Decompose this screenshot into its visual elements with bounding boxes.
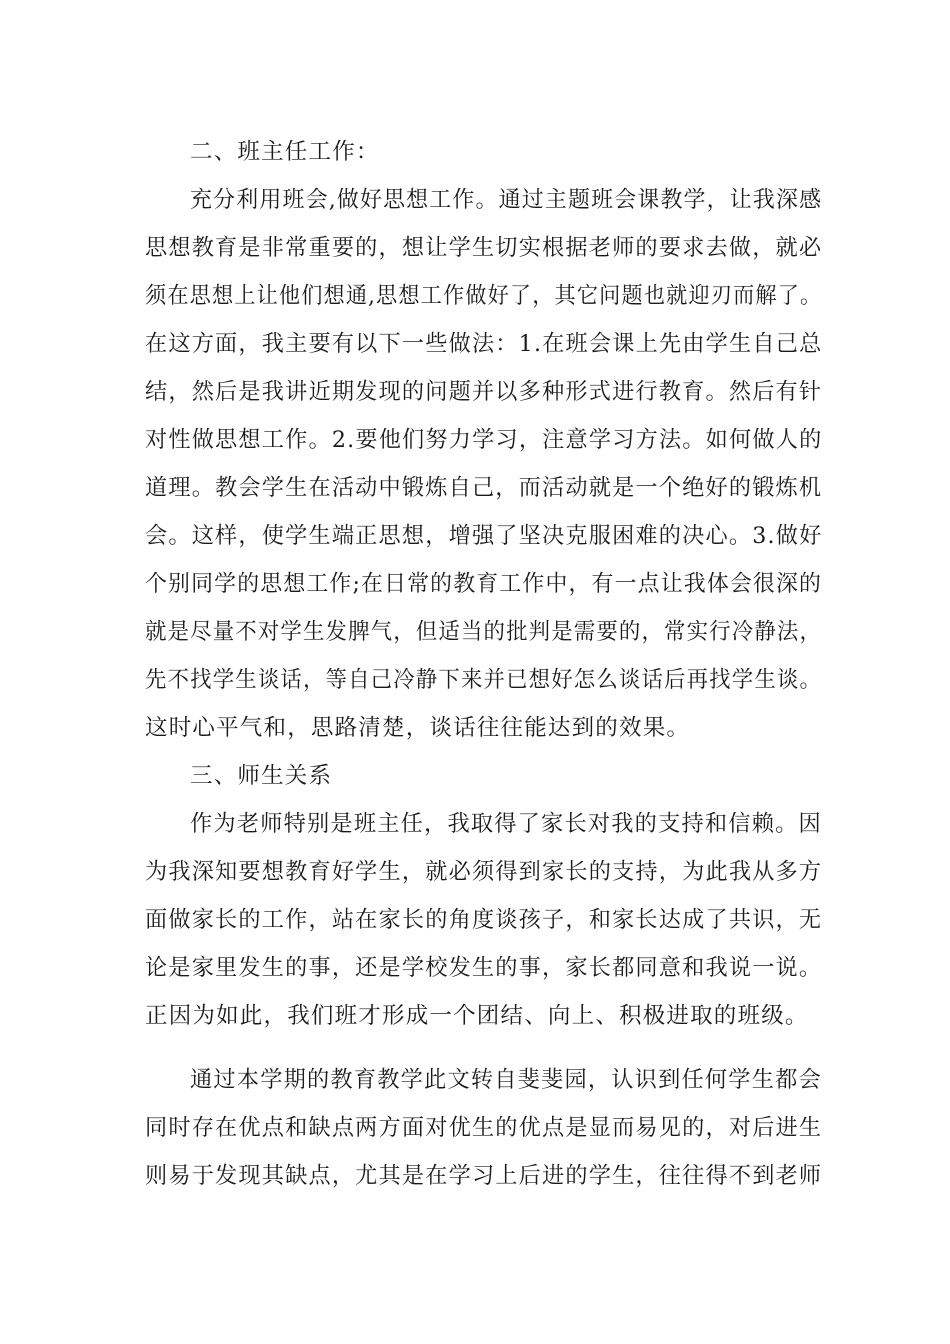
- paragraph-line: 须在思想上让他们想通,思想工作做好了，其它问题也就迎刃而解了。: [145, 283, 823, 309]
- paragraph-line: 结，然后是我讲近期发现的问题并以多种形式进行教育。然后有针: [145, 379, 823, 405]
- paragraph-line: 在这方面，我主要有以下一些做法：1.在班会课上先由学生自己总: [145, 331, 823, 357]
- paragraph-line: 思想教育是非常重要的，想让学生切实根据老师的要求去做，就必: [145, 235, 823, 261]
- section-heading-teacher-student-relations: 三、师生关系: [190, 763, 333, 789]
- paragraph-line: 则易于发现其缺点，尤其是在学习上后进的学生，往往得不到老师: [145, 1163, 823, 1189]
- paragraph-line: 对性做思想工作。2.要他们努力学习，注意学习方法。如何做人的: [145, 427, 823, 453]
- paragraph-line: 面做家长的工作，站在家长的角度谈孩子，和家长达成了共识，无: [145, 907, 823, 933]
- paragraph-line: 作为老师特别是班主任，我取得了家长对我的支持和信赖。因: [190, 811, 822, 837]
- paragraph-line: 正因为如此，我们班才形成一个团结、向上、积极进取的班级。: [145, 1003, 809, 1029]
- paragraph-line: 个别同学的思想工作;在日常的教育工作中，有一点让我体会很深的: [145, 571, 823, 597]
- paragraph-line: 这时心平气和，思路清楚，谈话往往能达到的效果。: [145, 715, 691, 741]
- paragraph-line: 同时存在优点和缺点两方面对优生的优点是显而易见的，对后进生: [145, 1115, 823, 1141]
- paragraph-line: 会。这样，使学生端正思想，增强了坚决克服困难的决心。3.做好: [145, 523, 823, 549]
- section-heading-class-teacher-work: 二、班主任工作：: [190, 139, 380, 165]
- paragraph-line: 通过本学期的教育教学此文转自斐斐园，认识到任何学生都会: [190, 1067, 822, 1093]
- paragraph-line: 为我深知要想教育好学生，就必须得到家长的支持，为此我从多方: [145, 859, 823, 885]
- paragraph-line: 就是尽量不对学生发脾气，但适当的批判是需要的，常实行冷静法，: [145, 619, 823, 645]
- paragraph-line: 论是家里发生的事，还是学校发生的事，家长都同意和我说一说。: [145, 955, 823, 981]
- paragraph-line: 先不找学生谈话，等自己冷静下来并已想好怎么谈话后再找学生谈。: [145, 667, 823, 693]
- paragraph-line: 充分利用班会,做好思想工作。通过主题班会课教学，让我深感: [190, 187, 823, 213]
- paragraph-line: 道理。教会学生在活动中锻炼自己，而活动就是一个绝好的锻炼机: [145, 475, 823, 501]
